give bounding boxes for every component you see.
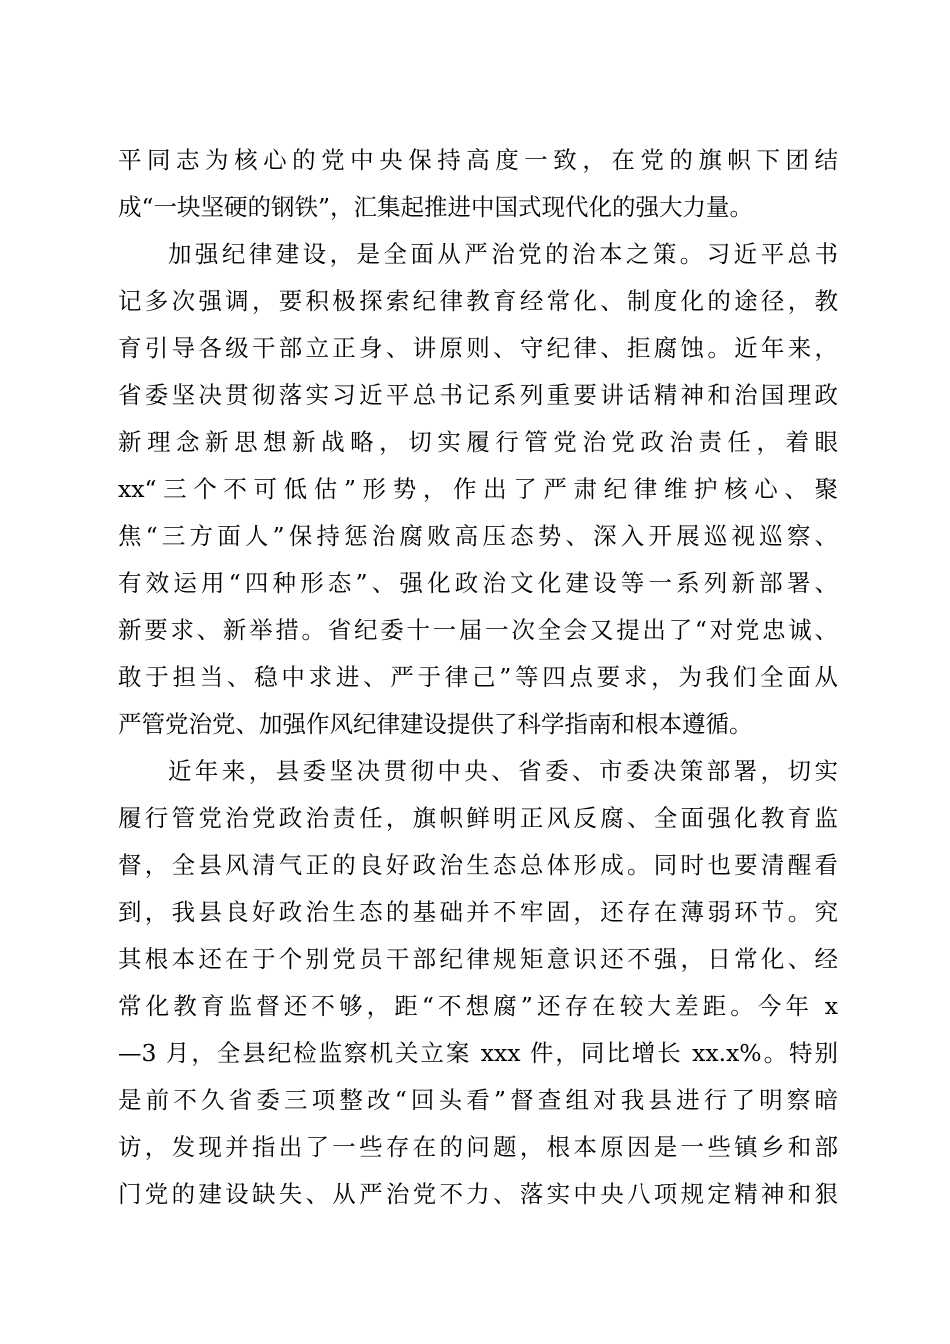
text-line: 成“一块坚硬的钢铁”，汇集起推进中国式现代化的强大力量。 [118,193,754,221]
text-line: 门党的建设缺失、从严治党不力、落实中央八项规定精神和狠 [118,1180,838,1208]
text-line: 加强纪律建设，是全面从严治党的治本之策。习近平总书 [168,240,838,268]
text-line: 其根本还在于个别党员干部纪律规矩意识还不强，日常化、经 [118,945,838,973]
text-line: 访，发现并指出了一些存在的问题，根本原因是一些镇乡和部 [118,1133,838,1161]
text-line: xx“三个不可低估”形势，作出了严肃纪律维护核心、聚 [118,475,838,503]
text-line: 常化教育监督还不够，距“不想腐”还存在较大差距。今年 x [118,992,838,1020]
text-line: 敢于担当、稳中求进、严于律己”等四点要求，为我们全面从 [118,663,838,691]
text-line: 平同志为核心的党中央保持高度一致，在党的旗帜下团结 [118,146,838,174]
text-line: 近年来，县委坚决贯彻中央、省委、市委决策部署，切实 [168,757,838,785]
text-line: 有效运用“四种形态”、强化政治文化建设等一系列新部署、 [118,569,838,597]
text-line: 新理念新思想新战略，切实履行管党治党政治责任，着眼 [118,428,838,456]
text-line: 焦“三方面人”保持惩治腐败高压态势、深入开展巡视巡察、 [118,522,838,550]
text-line: 是前不久省委三项整改“回头看”督查组对我县进行了明察暗 [118,1086,838,1114]
text-line: —3 月，全县纪检监察机关立案 xxx 件，同比增长 xx.x%。特别 [118,1039,838,1067]
text-line: 记多次强调，要积极探索纪律教育经常化、制度化的途径，教 [118,287,838,315]
text-line: 新要求、新举措。省纪委十一届一次全会又提出了“对党忠诚、 [118,616,838,644]
text-line: 履行管党治党政治责任，旗帜鲜明正风反腐、全面强化教育监 [118,804,838,832]
text-line: 督，全县风清气正的良好政治生态总体形成。同时也要清醒看 [118,851,838,879]
text-line: 到，我县良好政治生态的基础并不牢固，还存在薄弱环节。究 [118,898,838,926]
text-line: 省委坚决贯彻落实习近平总书记系列重要讲话精神和治国理政 [118,381,838,409]
text-line: 育引导各级干部立正身、讲原则、守纪律、拒腐蚀。近年来， [118,334,838,362]
text-line: 严管党治党、加强作风纪律建设提供了科学指南和根本遵循。 [118,710,753,738]
